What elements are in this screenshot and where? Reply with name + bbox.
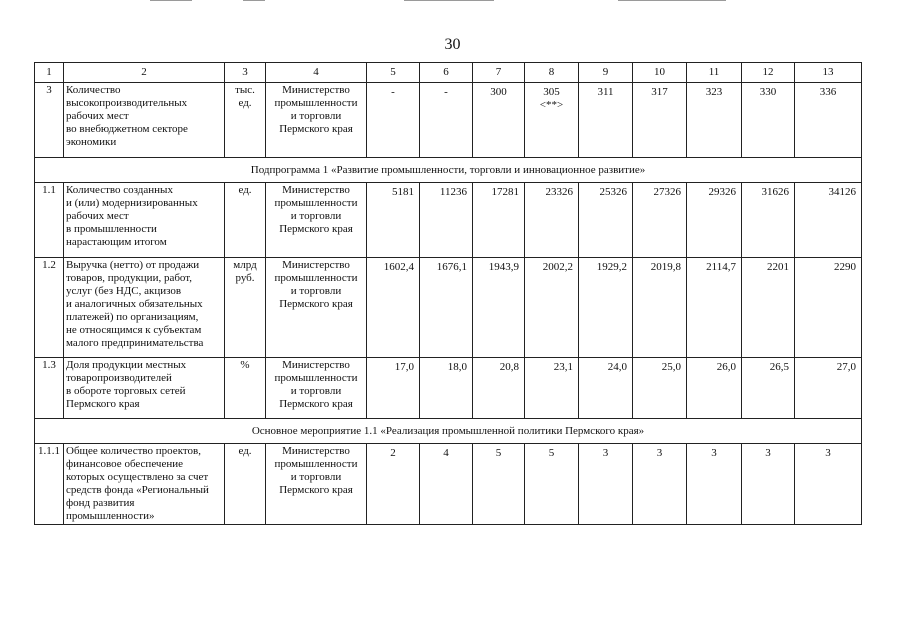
header-cell: 8	[525, 63, 579, 83]
value-cell: 2114,7	[687, 258, 742, 358]
value-cell: 311	[579, 83, 633, 158]
header-cell: 9	[579, 63, 633, 83]
value-cell: 2290	[795, 258, 862, 358]
value-cell: 300	[473, 83, 525, 158]
responsible-org: Министерство промышленности и торговли Пермского края	[266, 83, 367, 158]
table-row	[35, 183, 862, 258]
value-cell: -	[420, 83, 473, 158]
header-cell: 1	[35, 63, 64, 83]
value-cell: 5	[525, 444, 579, 525]
value-cell: 17281	[473, 183, 525, 258]
value-cell: 2002,2	[525, 258, 579, 358]
indicator-name: Общее количество проектов, финансовое обеспечение которых осуществлено за счет средств фонда «Региональный фонд развития промышленности»	[64, 444, 225, 525]
value-cell: 26,5	[742, 358, 795, 419]
value-cell: 1676,1	[420, 258, 473, 358]
indicator-name: Количество созданных и (или) модернизированных рабочих мест в промышленности нарастающим итогом	[64, 183, 225, 258]
value-cell: -	[367, 83, 420, 158]
unit: млрд руб.	[225, 258, 266, 358]
value-cell: 3	[633, 444, 687, 525]
value-cell: 29326	[687, 183, 742, 258]
value-cell: 317	[633, 83, 687, 158]
unit: ед.	[225, 183, 266, 258]
value-cell: 11236	[420, 183, 473, 258]
value-cell: 3	[687, 444, 742, 525]
value-cell: 305 <**>	[525, 83, 579, 158]
table-row	[35, 258, 862, 358]
row-number: 1.1	[35, 183, 64, 258]
indicators-table	[34, 62, 862, 525]
value-cell: 20,8	[473, 358, 525, 419]
value-cell: 17,0	[367, 358, 420, 419]
value-cell: 3	[742, 444, 795, 525]
value-cell: 24,0	[579, 358, 633, 419]
unit: %	[225, 358, 266, 419]
header-cell: 12	[742, 63, 795, 83]
value-cell: 31626	[742, 183, 795, 258]
row-number: 1.3	[35, 358, 64, 419]
value-cell: 1602,4	[367, 258, 420, 358]
responsible-org: Министерство промышленности и торговли Пермского края	[266, 258, 367, 358]
section-title: Основное мероприятие 1.1 «Реализация промышленной политики Пермского края»	[35, 419, 862, 444]
table-row	[35, 358, 862, 419]
value-cell: 27326	[633, 183, 687, 258]
value-cell: 2	[367, 444, 420, 525]
value-cell: 336	[795, 83, 862, 158]
page-number: 30	[444, 36, 461, 53]
value-cell: 5181	[367, 183, 420, 258]
row-number: 1.2	[35, 258, 64, 358]
unit: ед.	[225, 444, 266, 525]
value-cell: 18,0	[420, 358, 473, 419]
section-row	[35, 419, 862, 444]
value-cell: 23326	[525, 183, 579, 258]
header-cell: 3	[225, 63, 266, 83]
header-cell: 4	[266, 63, 367, 83]
indicator-name: Количество высокопроизводительных рабочих мест во внебюджетном секторе экономики	[64, 83, 225, 158]
value-cell: 330	[742, 83, 795, 158]
value-cell: 1943,9	[473, 258, 525, 358]
value-cell: 25326	[579, 183, 633, 258]
value-cell: 25,0	[633, 358, 687, 419]
value-cell: 3	[579, 444, 633, 525]
responsible-org: Министерство промышленности и торговли Пермского края	[266, 358, 367, 419]
value-cell: 27,0	[795, 358, 862, 419]
header-cell: 10	[633, 63, 687, 83]
value-cell: 2019,8	[633, 258, 687, 358]
table-row	[35, 83, 862, 158]
row-number: 3	[35, 83, 64, 158]
value-cell: 34126	[795, 183, 862, 258]
value-cell: 1929,2	[579, 258, 633, 358]
scan-top-marks	[0, 0, 905, 4]
table-row	[35, 444, 862, 525]
header-cell: 11	[687, 63, 742, 83]
header-cell: 2	[64, 63, 225, 83]
header-cell: 13	[795, 63, 862, 83]
value-cell: 4	[420, 444, 473, 525]
row-number: 1.1.1	[35, 444, 64, 525]
responsible-org: Министерство промышленности и торговли Пермского края	[266, 183, 367, 258]
header-cell: 5	[367, 63, 420, 83]
header-cell: 7	[473, 63, 525, 83]
indicator-name: Доля продукции местных товаропроизводителей в обороте торговых сетей Пермского края	[64, 358, 225, 419]
responsible-org: Министерство промышленности и торговли Пермского края	[266, 444, 367, 525]
value-cell: 323	[687, 83, 742, 158]
value-cell: 26,0	[687, 358, 742, 419]
indicator-name: Выручка (нетто) от продажи товаров, продукции, работ, услуг (без НДС, акцизов и аналогичных обязательных платежей) по организациям, не относящимся к субъектам малого предпринимательства	[64, 258, 225, 358]
value-cell: 5	[473, 444, 525, 525]
value-cell: 3	[795, 444, 862, 525]
section-row	[35, 158, 862, 183]
header-cell: 6	[420, 63, 473, 83]
section-title: Подпрограмма 1 «Развитие промышленности, торговли и инновационное развитие»	[35, 158, 862, 183]
value-cell: 2201	[742, 258, 795, 358]
unit: тыс. ед.	[225, 83, 266, 158]
header-row	[35, 63, 862, 83]
value-cell: 23,1	[525, 358, 579, 419]
